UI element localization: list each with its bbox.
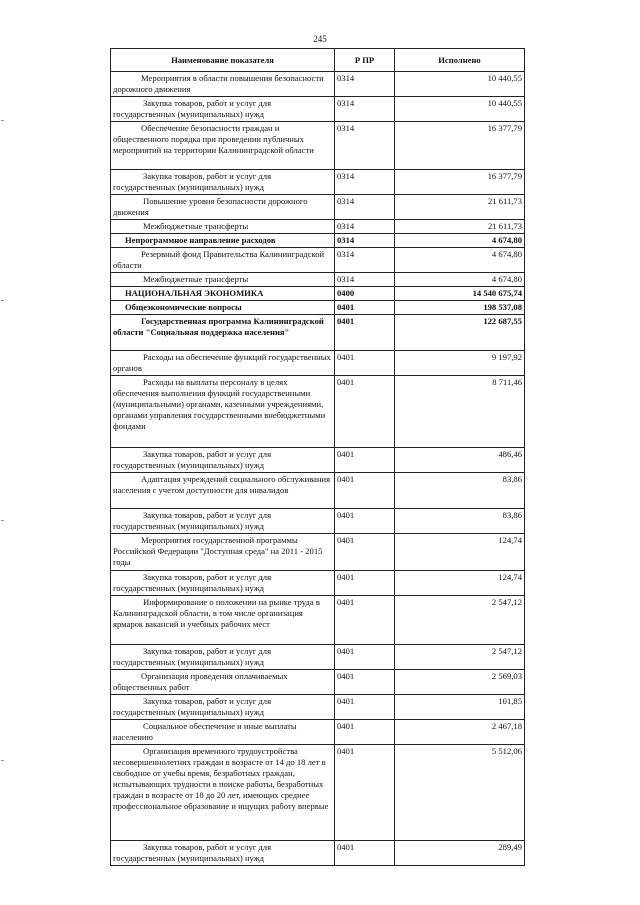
table-row — [111, 695, 525, 720]
row-section-code: 0401 — [335, 534, 395, 571]
table-row — [111, 234, 525, 248]
row-name: Резервный фонд Правительства Калининградской области — [111, 248, 335, 273]
row-section-code: 0401 — [335, 301, 395, 315]
row-section-code: 0401 — [335, 509, 395, 534]
row-name: Закупка товаров, работ и услуг для государственных (муниципальных) нужд — [111, 97, 335, 122]
table-row — [111, 534, 525, 571]
row-name: Социальное обеспечение и иные выплаты населению — [111, 720, 335, 745]
row-section-code: 0401 — [335, 596, 395, 645]
row-amount: 21 611,73 — [395, 220, 525, 234]
row-amount: 198 537,08 — [395, 301, 525, 315]
row-section-code: 0314 — [335, 122, 395, 170]
header-section-code: Р ПР — [335, 49, 395, 72]
row-amount: 83,86 — [395, 473, 525, 509]
row-amount: 124,74 — [395, 534, 525, 571]
row-amount: 2 467,18 — [395, 720, 525, 745]
row-section-code: 0401 — [335, 695, 395, 720]
row-section-code: 0314 — [335, 234, 395, 248]
row-section-code: 0314 — [335, 72, 395, 97]
row-section-code: 0401 — [335, 645, 395, 670]
table-row — [111, 473, 525, 509]
header-indicator-name: Наименование показателя — [111, 49, 335, 72]
table-row — [111, 571, 525, 596]
row-section-code: 0401 — [335, 841, 395, 866]
table-row — [111, 195, 525, 220]
row-amount: 10 440,55 — [395, 97, 525, 122]
row-section-code: 0314 — [335, 248, 395, 273]
row-name: Межбюджетные трансферты — [111, 220, 335, 234]
table-row — [111, 745, 525, 841]
table-row — [111, 596, 525, 645]
row-name: Расходы на обеспечение функций государственных органов — [111, 351, 335, 376]
table-row — [111, 720, 525, 745]
row-section-code: 0314 — [335, 170, 395, 195]
row-amount: 486,46 — [395, 448, 525, 473]
row-name: Информирование о положении на рынке труда в Калининградской области, в том числе организация ярмарок вакансий и учебных рабочих мест — [111, 596, 335, 645]
row-name: Закупка товаров, работ и услуг для государственных (муниципальных) нужд — [111, 170, 335, 195]
row-section-code: 0401 — [335, 448, 395, 473]
table-row — [111, 122, 525, 170]
row-amount: 4 674,80 — [395, 234, 525, 248]
row-section-code: 0401 — [335, 473, 395, 509]
budget-execution-table — [110, 48, 525, 866]
row-name: Закупка товаров, работ и услуг для государственных (муниципальных) нужд — [111, 645, 335, 670]
row-name: НАЦИОНАЛЬНАЯ ЭКОНОМИКА — [111, 287, 335, 301]
row-amount: 21 611,73 — [395, 195, 525, 220]
row-section-code: 0401 — [335, 670, 395, 695]
row-section-code: 0314 — [335, 220, 395, 234]
row-name: Повышение уровня безопасности дорожного движения — [111, 195, 335, 220]
row-name: Закупка товаров, работ и услуг для государственных (муниципальных) нужд — [111, 841, 335, 866]
table-row — [111, 509, 525, 534]
row-amount: 2 569,03 — [395, 670, 525, 695]
table-row — [111, 72, 525, 97]
row-section-code: 0401 — [335, 571, 395, 596]
table-row — [111, 351, 525, 376]
row-name: Обеспечение безопасности граждан и общественного порядка при проведении публичных мероприятий на территории Калининградской области — [111, 122, 335, 170]
row-name: Расходы на выплаты персоналу в целях обеспечения выполнения функций государственными (муниципальными) органами, казенными учреждениями, органами управления государственными внебюджетными фондами — [111, 376, 335, 448]
row-amount: 124,74 — [395, 571, 525, 596]
row-name: Организация временного трудоустройства несовершеннолетних граждан в возрасте от 14 до 18 лет в свободное от учебы время, безработных граждан, испытывающих трудности в поиске работы, безработных граждан в возрасте от 18 до 20 лет, имеющих среднее профессиональное образование и ищущих работу впервые — [111, 745, 335, 841]
scan-edge-marks — [0, 0, 6, 905]
table-row — [111, 220, 525, 234]
row-name: Закупка товаров, работ и услуг для государственных (муниципальных) нужд — [111, 571, 335, 596]
header-executed: Исполнено — [395, 49, 525, 72]
row-name: Государственная программа Калининградской области "Социальная поддержка населения" — [111, 315, 335, 351]
table-row — [111, 448, 525, 473]
row-name: Закупка товаров, работ и услуг для государственных (муниципальных) нужд — [111, 509, 335, 534]
row-name: Адаптация учреждений социального обслуживания населения с учетом доступности для инвалидов — [111, 473, 335, 509]
row-name: Межбюджетные трансферты — [111, 273, 335, 287]
row-section-code: 0400 — [335, 287, 395, 301]
row-name: Мероприятия государственной программы Российской Федерации "Доступная среда" на 2011 - 2015 годы — [111, 534, 335, 571]
row-amount: 4 674,80 — [395, 273, 525, 287]
row-amount: 4 674,80 — [395, 248, 525, 273]
row-section-code: 0401 — [335, 376, 395, 448]
row-name: Мероприятия в области повышения безопасности дорожного движения — [111, 72, 335, 97]
table-row — [111, 170, 525, 195]
row-section-code: 0314 — [335, 97, 395, 122]
table-row — [111, 287, 525, 301]
table-row — [111, 841, 525, 866]
row-amount: 16 377,79 — [395, 170, 525, 195]
table-row — [111, 97, 525, 122]
row-amount: 101,85 — [395, 695, 525, 720]
row-amount: 14 540 675,74 — [395, 287, 525, 301]
row-amount: 10 440,55 — [395, 72, 525, 97]
row-section-code: 0401 — [335, 720, 395, 745]
table-row — [111, 301, 525, 315]
row-amount: 2 547,12 — [395, 645, 525, 670]
table-row — [111, 273, 525, 287]
row-section-code: 0314 — [335, 273, 395, 287]
row-amount: 5 512,06 — [395, 745, 525, 841]
page-number: 245 — [313, 34, 327, 44]
row-amount: 289,49 — [395, 841, 525, 866]
row-amount: 9 197,92 — [395, 351, 525, 376]
table-row — [111, 248, 525, 273]
row-section-code: 0314 — [335, 195, 395, 220]
row-amount: 122 687,55 — [395, 315, 525, 351]
table-header-row — [111, 49, 525, 72]
table-row — [111, 670, 525, 695]
row-section-code: 0401 — [335, 315, 395, 351]
row-name: Закупка товаров, работ и услуг для государственных (муниципальных) нужд — [111, 695, 335, 720]
row-amount: 16 377,79 — [395, 122, 525, 170]
row-amount: 8 711,46 — [395, 376, 525, 448]
row-name: Общеэкономические вопросы — [111, 301, 335, 315]
row-section-code: 0401 — [335, 745, 395, 841]
row-name: Непрограммное направление расходов — [111, 234, 335, 248]
table-row — [111, 645, 525, 670]
row-amount: 2 547,12 — [395, 596, 525, 645]
row-name: Организация проведения оплачиваемых общественных работ — [111, 670, 335, 695]
row-amount: 83,86 — [395, 509, 525, 534]
row-section-code: 0401 — [335, 351, 395, 376]
table-row — [111, 376, 525, 448]
table-row — [111, 315, 525, 351]
row-name: Закупка товаров, работ и услуг для государственных (муниципальных) нужд — [111, 448, 335, 473]
